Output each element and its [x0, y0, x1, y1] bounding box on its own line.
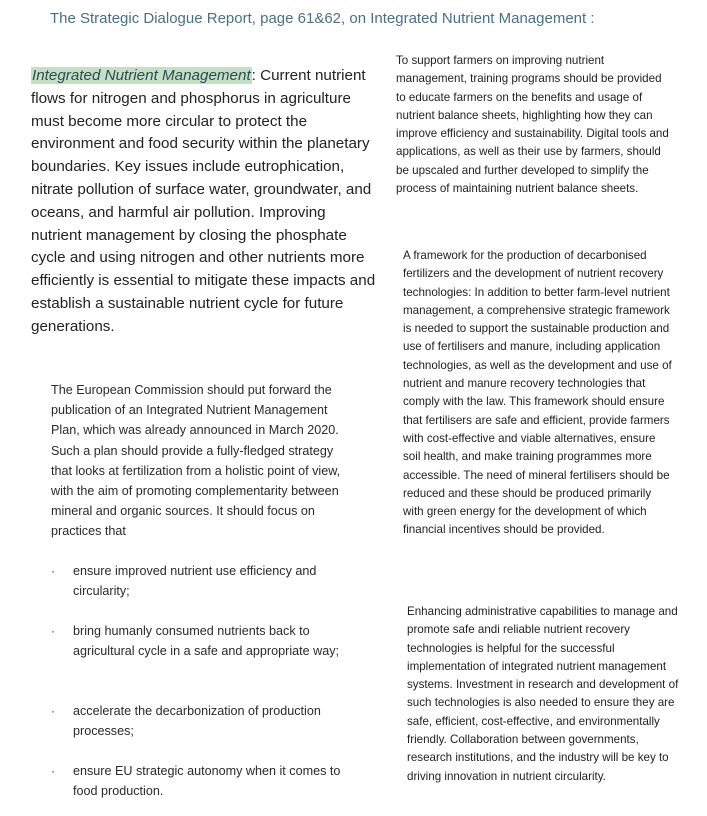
intro-paragraph — [31, 65, 376, 339]
list-item-text: ensure improved nutrient use efficiency and circularity; — [73, 564, 317, 599]
framework-paragraph: A framework for the production of decarbonised fertilizers and the development of nutrient recovery technologies: In addition to better farm-level nutrient management, a comprehensive strategic framework is needed to support the sustainable production and use of fertilisers and manure, including application technologies, as well as the development and use of nutrient and manure recovery technologies that comply with the law. This framework should ensure that fertilisers are safe and efficient, provide farmers with cost-effective and viable alternatives, ensure soil health, and make training programmes more accessible. The need of mineral fertilisers should be reduced and these should be produced primarily with green energy for the development of which financial incentives should be provided. — [403, 249, 672, 537]
intro-text: : Current nutrient flows for nitrogen and phosphorus in agriculture must become more circular to protect the environment and food security within the planetary boundaries. Key issues include eutrophication, nitrate pollution of surface water, groundwater, and oceans, and harmful air pollution. Improving nutrient management by closing the phosphate cycle and using nitrogen and other nutrients more efficiently is essential to mitigate these impacts and establish a sustainable nutrient cycle for future generations. — [31, 67, 376, 335]
page-header: The Strategic Dialogue Report, page 61&62, on Integrated Nutrient Management : — [50, 10, 595, 27]
list-item-text: bring humanly consumed nutrients back to agricultural cycle in a safe and appropriate way; — [73, 624, 340, 659]
bullet-icon: · — [51, 704, 55, 718]
bullet-icon: · — [51, 764, 55, 778]
list-item-text: ensure EU strategic autonomy when it comes to food production. — [73, 764, 341, 799]
commission-paragraph: The European Commission should put forward the publication of an Integrated Nutrient Management Plan, which was already announced in March 2020. Such a plan should provide a fully-fledged strategy that looks at fertilization from a holistic point of view, with the aim of promoting complementarity between mineral and organic sources. It should focus on practices that — [51, 383, 341, 539]
highlighted-term: Integrated Nutrient Management — [32, 67, 251, 84]
training-paragraph: To support farmers on improving nutrient management, training programs should be provided to educate farmers on the benefits and usage of nutrient balance sheets, highlighting how they can improve efficiency and sustainability. Digital tools and applications, as well as their use by farmers, should be upscaled and further developed to simplify the process of maintaining nutrient balance sheets. — [396, 54, 669, 196]
bullet-icon: · — [51, 564, 55, 578]
list-item-text: accelerate the decarbonization of production processes; — [73, 704, 321, 739]
administrative-paragraph: Enhancing administrative capabilities to manage and promote safe andi reliable nutrient recovery technologies is helpful for the successful implementation of integrated nutrient management systems. Investment in research and development of such technologies is also needed to ensure they are safe, efficient, cost-effective, and environmentally friendly. Collaboration between governments, research institutions, and the industry will be key to driving innovation in nutrient circularity. — [407, 605, 679, 783]
bullet-icon: · — [51, 624, 55, 638]
